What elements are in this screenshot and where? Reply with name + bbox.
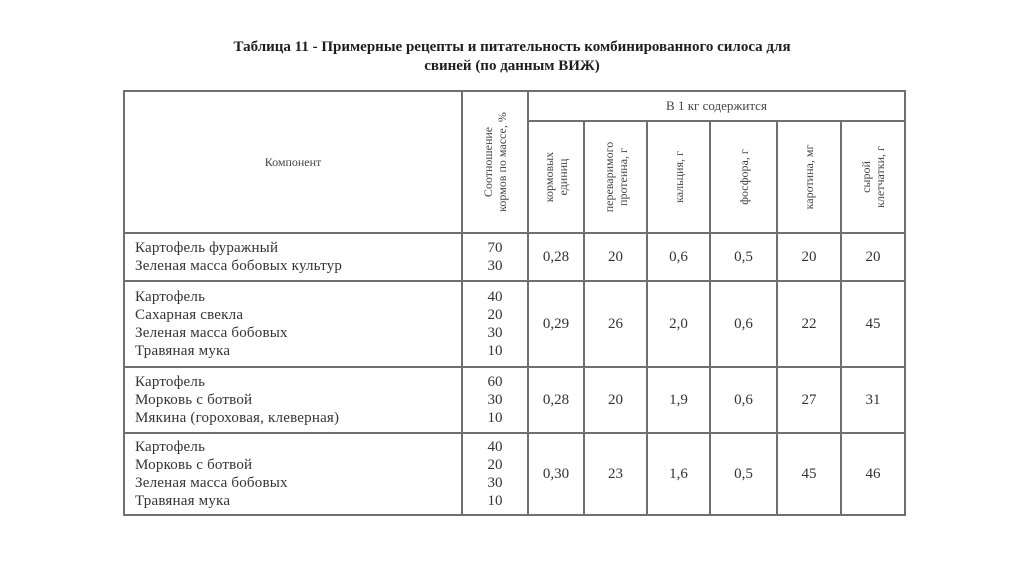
col-header-phosphorus: фосфора, г — [710, 121, 777, 233]
component-name: Мякина (гороховая, клеверная) — [135, 410, 340, 426]
ratio-header-line-1: Соотношение — [481, 126, 495, 198]
component-header: Компонент — [124, 91, 462, 233]
component-name: Морковь с ботвой — [135, 457, 253, 473]
value-phosphorus: 0,5 — [710, 233, 777, 281]
value-protein: 20 — [584, 367, 647, 433]
table-row — [124, 281, 905, 367]
table-row — [124, 233, 905, 281]
value-carotene: 27 — [777, 367, 841, 433]
col-header-protein: переваримого протеина, г — [584, 121, 647, 233]
ratios-cell: 60 30 10 — [462, 367, 528, 433]
ratio-header — [462, 91, 528, 233]
ratios-cell: 40 20 30 10 — [462, 433, 528, 515]
component-name: Травяная мука — [135, 343, 231, 359]
component-name: Картофель — [135, 374, 206, 390]
title-line-2: свиней (по данным ВИЖ) — [424, 58, 600, 74]
nutrition-table — [123, 90, 906, 516]
component-name: Зеленая масса бобовых — [135, 325, 288, 341]
value-fiber: 45 — [841, 281, 905, 367]
value-fiber: 46 — [841, 433, 905, 515]
value-fiber: 31 — [841, 367, 905, 433]
component-name: Зеленая масса бобовых культур — [135, 258, 343, 274]
value-fiber: 20 — [841, 233, 905, 281]
col-header-carotene: каротина, мг — [777, 121, 841, 233]
value-calcium: 1,6 — [647, 433, 710, 515]
group-header: В 1 кг содержится — [528, 91, 905, 121]
value-carotene: 45 — [777, 433, 841, 515]
components-cell — [124, 233, 462, 281]
component-name: Картофель — [135, 439, 206, 455]
component-name: Зеленая масса бобовых — [135, 475, 288, 491]
components-cell — [124, 433, 462, 515]
value-carotene: 22 — [777, 281, 841, 367]
value-phosphorus: 0,6 — [710, 281, 777, 367]
title-line-1: Таблица 11 - Примерные рецепты и питательность комбинированного силоса для — [233, 39, 791, 55]
value-feed-units: 0,28 — [528, 367, 584, 433]
header-row-1 — [124, 91, 905, 121]
value-protein: 23 — [584, 433, 647, 515]
component-name: Картофель — [135, 289, 206, 305]
col-header-fiber: сырой клетчатки, г — [841, 121, 905, 233]
ratios-cell: 70 30 — [462, 233, 528, 281]
value-feed-units: 0,28 — [528, 233, 584, 281]
component-name: Сахарная свекла — [135, 307, 244, 323]
value-protein: 26 — [584, 281, 647, 367]
value-feed-units: 0,30 — [528, 433, 584, 515]
component-name: Морковь с ботвой — [135, 392, 253, 408]
value-calcium: 1,9 — [647, 367, 710, 433]
col-header-feed-units: кормовых единиц — [528, 121, 584, 233]
component-name: Картофель фуражный — [135, 240, 279, 256]
value-feed-units: 0,29 — [528, 281, 584, 367]
value-protein: 20 — [584, 233, 647, 281]
value-calcium: 2,0 — [647, 281, 710, 367]
table-row — [124, 433, 905, 515]
components-cell — [124, 281, 462, 367]
table-row — [124, 367, 905, 433]
component-name: Травяная мука — [135, 493, 231, 509]
ratio-header-line-2: кормов по массе, % — [495, 112, 509, 212]
components-cell — [124, 367, 462, 433]
col-header-calcium: кальция, г — [647, 121, 710, 233]
value-carotene: 20 — [777, 233, 841, 281]
value-phosphorus: 0,6 — [710, 367, 777, 433]
value-phosphorus: 0,5 — [710, 433, 777, 515]
table-title — [0, 38, 1024, 76]
ratios-cell: 40 20 30 10 — [462, 281, 528, 367]
value-calcium: 0,6 — [647, 233, 710, 281]
